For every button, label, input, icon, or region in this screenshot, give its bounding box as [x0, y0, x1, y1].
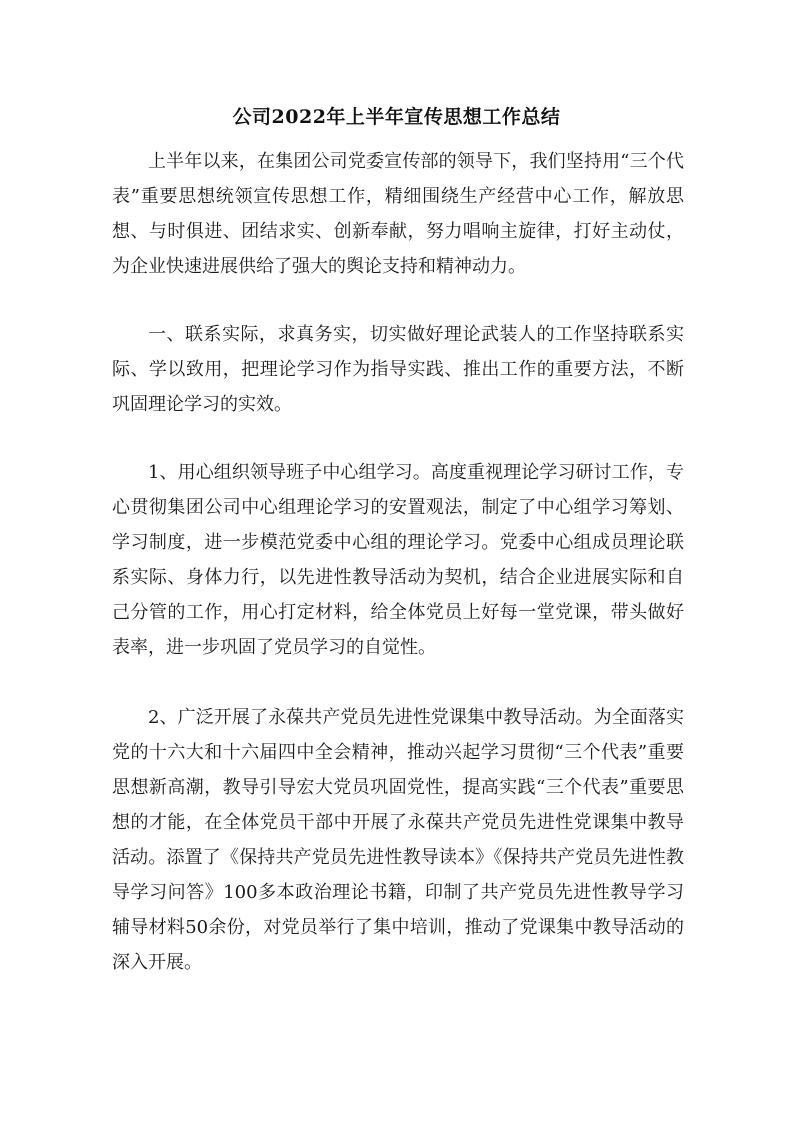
document-title: 公司2022年上半年宣传思想工作总结	[232, 106, 561, 128]
paragraph-section-one: 一、联系实际，求真务实，切实做好理论武装人的工作坚持联系实际、学以致用，把理论学习作为指导实践、推出工作的重要方法，不断巩固理论学习的实效。	[112, 324, 684, 415]
paragraph-item-two: 2、广泛开展了永葆共产党员先进性党课集中教导活动。为全面落实党的十六大和十六届四中全会精神，推动兴起学习贯彻“三个代表”重要思想新高潮，教导引导宏大党员巩固党性，提高实践“三个代表”重要思想的才能，在全体党员干部中开展了永葆共产党员先进性党课集中教导活动。添置了《保持共产党员先进性教导读本》《保持共产党员先进性教导学习问答》100多本政治理论书籍，印制了共产党员先进性教导学习辅导材料50余份，对党员举行了集中培训，推动了党课集中教导活动的深入开展。	[112, 707, 684, 973]
paragraph-intro: 上半年以来，在集团公司党委宣传部的领导下，我们坚持用“三个代表”重要思想统领宣传思想工作，精细围绕生产经营中心工作，解放思想、与时俱进、团结求实、创新奉献，努力唱响主旋律，打好主动仗，为企业快速进展供给了强大的舆论支持和精神动力。	[112, 151, 684, 277]
paragraph-item-one: 1、用心组织领导班子中心组学习。高度重视理论学习研讨工作，专心贯彻集团公司中心组理论学习的安置观法，制定了中心组学习筹划、学习制度，进一步模范党委中心组的理论学习。党委中心组成员理论联系实际、身体力行，以先进性教导活动为契机，结合企业进展实际和自己分管的工作，用心打定材料，给全体党员上好每一堂党课，带头做好表率，进一步巩固了党员学习的自觉性。	[112, 462, 684, 658]
